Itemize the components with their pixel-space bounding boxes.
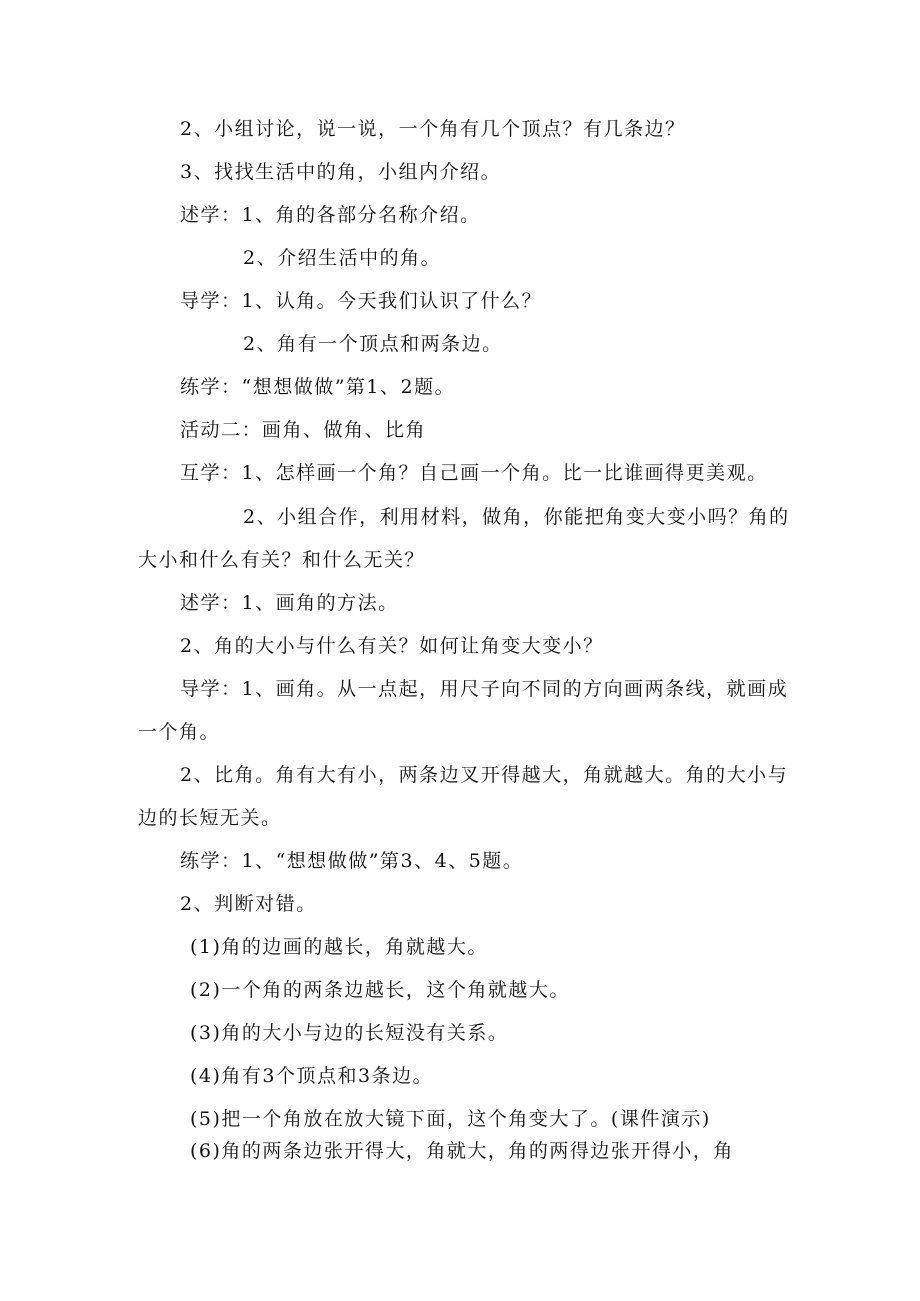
text-line-18: 练学：1、“想想做做”第3、4、5题。	[180, 850, 524, 872]
text-line-14: 导学：1、画角。从一点起，用尺子向不同的方向画两条线，就画成	[180, 678, 789, 700]
text-line-20: (1)角的边画的越长，角就越大。	[190, 936, 488, 958]
text-line-9: 互学：1、怎样画一个角？自己画一个角。比一比谁画得更美观。	[180, 462, 768, 484]
text-line-15: 一个角。	[138, 721, 221, 743]
text-line-25: (6)角的两条边张开得大，角就大，角的两得边张开得小，角	[190, 1140, 734, 1162]
text-line-21: (2)一个角的两条边越长，这个角就越大。	[190, 979, 570, 1001]
text-line-1: 2、小组讨论，说一说，一个角有几个顶点？有几条边？	[180, 118, 686, 140]
text-line-16: 2、比角。角有大有小，两条边叉开得越大，角就越大。角的大小与	[180, 764, 789, 786]
text-line-23: (4)角有3个顶点和3条边。	[190, 1065, 434, 1087]
text-line-5: 导学：1、认角。今天我们认识了什么？	[180, 290, 543, 312]
text-line-24: (5)把一个角放在放大镜下面，这个角变大了。(课件演示)	[190, 1108, 711, 1130]
text-line-2: 3、找找生活中的角，小组内介绍。	[180, 161, 502, 183]
text-line-22: (3)角的大小与边的长短没有关系。	[190, 1022, 509, 1044]
text-line-11: 大小和什么有关？和什么无关？	[138, 549, 426, 571]
text-line-10: 2、小组合作，利用材料，做角，你能把角变大变小吗？角的	[243, 506, 790, 528]
text-line-12: 述学：1、画角的方法。	[180, 592, 399, 614]
text-line-8: 活动二：画角、做角、比角	[180, 419, 427, 441]
text-line-6: 2、角有一个顶点和两条边。	[243, 333, 503, 355]
text-line-19: 2、判断对错。	[180, 893, 317, 915]
text-line-7: 练学：“想想做做”第1、2题。	[180, 376, 456, 398]
text-line-17: 边的长短无关。	[138, 807, 282, 829]
text-line-13: 2、角的大小与什么有关？如何让角变大变小？	[180, 635, 604, 657]
text-line-4: 2、介绍生活中的角。	[243, 247, 442, 269]
text-line-3: 述学：1、角的各部分名称介绍。	[180, 204, 481, 226]
